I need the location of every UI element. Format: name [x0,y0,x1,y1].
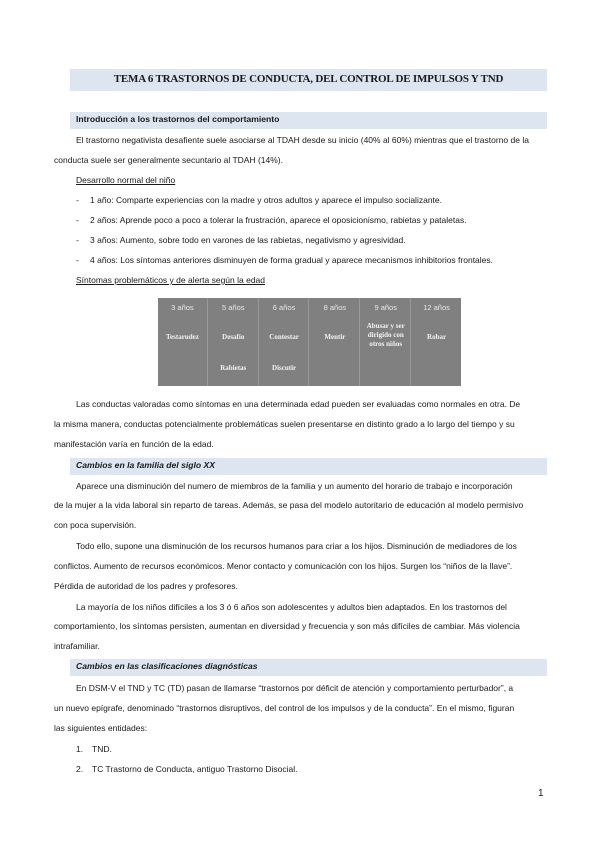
paragraph: El trastorno negativista desafiente suele asociarse al TDAH desde su inicio (40% al 60%) mientras que el trastorno de la [76,135,529,145]
paragraph: Todo ello, supone una disminución de los recursos humanos para criar a los hijos. Disminución de mediadores de los [76,541,517,551]
paragraph: manifestación varía en función de la edad. [54,439,214,449]
paragraph: un nuevo epígrafe, denominado “trastornos disruptivos, del control de los impulsos y de la conducta”. En el mismo, figuran [54,703,515,713]
table-column [361,298,411,386]
page-title: TEMA 6 TRASTORNOS DE CONDUCTA, DEL CONTROL DE IMPULSOS Y TND [113,73,504,85]
list-number: 1. [76,744,84,754]
symptom-label: Contestar [269,333,299,341]
paragraph: Pérdida de autoridad de los padres y profesores. [54,581,238,591]
age-label: 6 años [272,303,296,312]
section-heading-family [70,458,547,475]
paragraph: la misma manera, conductas potencialmente problemáticas suelen presentarse en distinto grado a lo largo del tiempo y su [54,419,515,429]
bullet-dash: - [76,195,79,205]
list-item: 2 años: Aprende poco a poco a tolerar la frustración, aparece el oposicionismo, rabietas y pataletas. [90,215,467,225]
paragraph: de la mujer a la vida laboral sin reparto de tareas. Además, se pasa del modelo autoritario de educación al modelo permisivo [54,500,524,510]
subheading-development: Desarrollo normal del niño [76,175,176,185]
paragraph: conflictos. Aumento de recursos económicos. Menor contacto y comunicación con los hijos. Surgen los “niños de la llave”. [54,561,513,571]
paragraph: comportamiento, los síntomas persisten, aumentan en diversidad y frecuencia y son más difíciles de cambiar. Más violencia [54,621,520,631]
section-title: Cambios en las clasificaciones diagnósticas [76,661,258,671]
table-column [158,298,208,386]
paragraph: Aparece una disminución del numero de miembros de la familia y un aumento del horario de trabajo e incorporación [76,481,513,491]
table-column [310,298,360,386]
age-label: 12 años [423,303,450,312]
paragraph: las siguientes entidades: [54,723,148,733]
symptom-label: Testarudez [166,333,199,341]
symptom-label: Rabietas [220,364,247,372]
section-heading-intro [70,112,547,129]
age-label: 5 años [221,303,245,312]
paragraph: con poca supervisión. [54,520,137,530]
age-label: 3 años [171,303,194,312]
age-label: 9 años [374,303,397,312]
list-item: TND. [92,744,112,754]
symptom-label: Discutir [272,364,297,372]
paragraph: La mayoría de los niños difíciles a los 3 ó 6 años son adolescentes y adultos bien adaptados. En los trastornos del [76,602,507,612]
table-column [209,298,259,386]
symptom-label: Abusar y ser [366,322,405,330]
paragraph: conducta suele ser generalmente secuntario al TDAH (14%). [54,155,283,165]
table-column [260,298,310,386]
list-item: TC Trastorno de Conducta, antiguo Trastorno Disocial. [92,764,298,774]
bullet-dash: - [76,215,79,225]
paragraph: Las conductas valoradas como síntomas en una determinada edad pueden ser evaluadas como normales en otra. De [76,399,521,409]
page-number: 1 [538,788,544,799]
symptom-label: dirigido con [367,331,404,339]
list-item: 1 año: Comparte experiencias con la madre y otros adultos y aparece el impulso socializante. [90,195,442,205]
age-symptom-table [158,298,461,386]
bullet-dash: - [76,255,79,265]
table-column [412,298,461,386]
section-heading-classifications [70,659,547,676]
bullet-dash: - [76,235,79,245]
symptom-label: Robar [427,333,447,341]
symptom-label: Mentir [324,333,346,341]
section-title: Introducción a los trastornos del comportamiento [76,114,280,124]
age-label: 8 años [323,303,347,312]
list-item: 3 años: Aumento, sobre todo en varones de las rabietas, negativismo y agresividad. [90,235,406,245]
title-bar [70,69,547,91]
subheading-symptoms: Síntomas problemáticos y de alerta según la edad [76,275,266,285]
section-title: Cambios en la familia del siglo XX [76,460,215,470]
paragraph: intrafamiliar. [54,641,100,651]
symptom-label: Desafío [222,333,245,341]
paragraph: En DSM-V el TND y TC (TD) pasan de llamarse “trastornos por déficit de atención y comportamiento perturbador”, a [76,683,514,693]
list-item: 4 años: Los síntomas anteriores disminuyen de forma gradual y aparece mecanismos inhibitorios frontales. [90,255,494,265]
symptom-label: otros niños [369,340,403,348]
list-number: 2. [76,764,84,774]
